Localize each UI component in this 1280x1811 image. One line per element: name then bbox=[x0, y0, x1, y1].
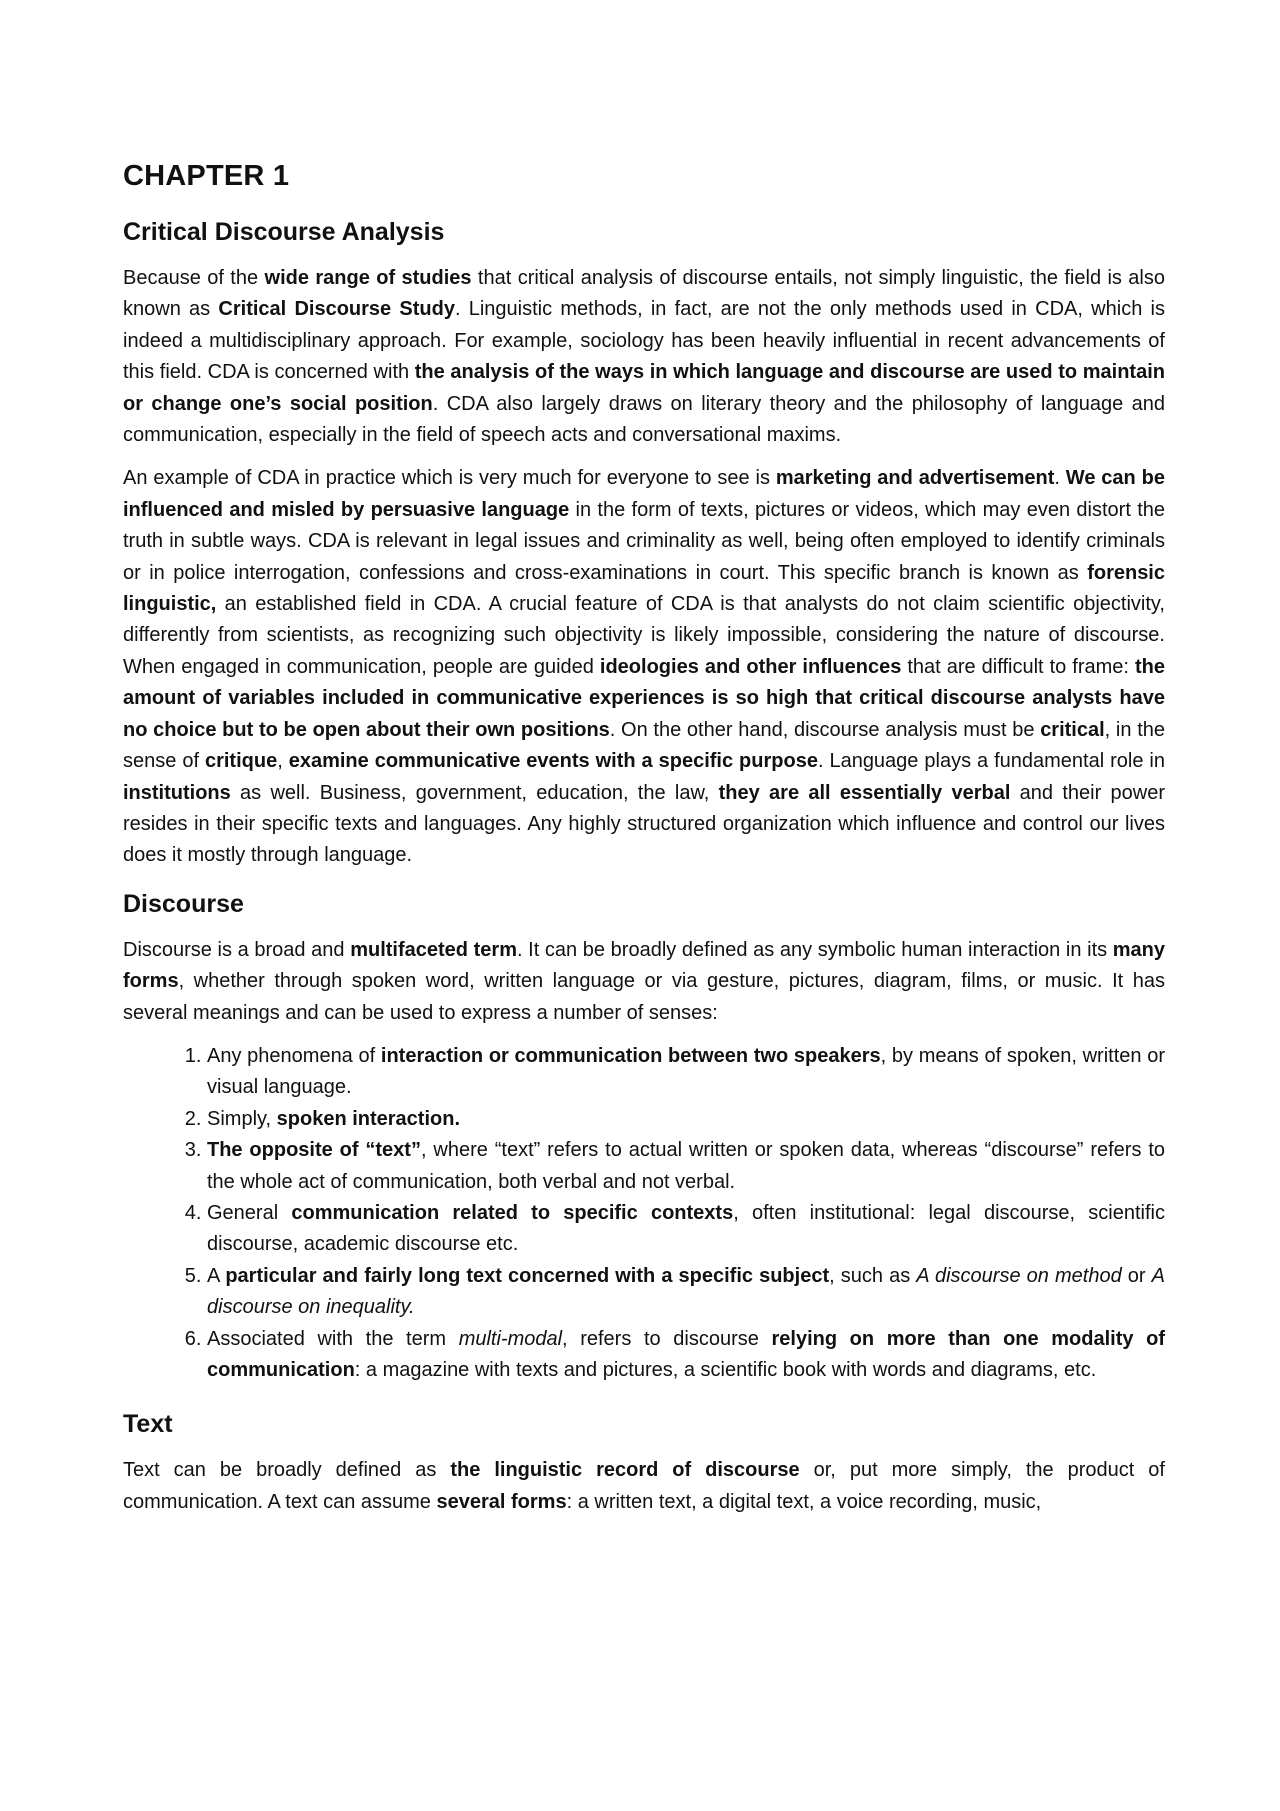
bold-text: interaction or communication between two speakers bbox=[380, 1044, 881, 1067]
text-run: : a written text, a digital text, a voice recording, music, bbox=[566, 1490, 1042, 1513]
bold-text: they are all essentially verbal bbox=[718, 781, 1011, 804]
bold-text: critical bbox=[1040, 718, 1105, 741]
text-run: , bbox=[277, 750, 289, 773]
list-item bbox=[207, 1104, 1165, 1135]
text-run: , such as bbox=[829, 1264, 917, 1287]
discourse-paragraph-1 bbox=[123, 935, 1165, 1029]
text-run: Associated with the term bbox=[207, 1327, 459, 1350]
italic-text: A discourse on inequality. bbox=[207, 1264, 1165, 1319]
bold-text: several forms bbox=[436, 1490, 567, 1513]
chapter-title: CHAPTER 1 bbox=[123, 160, 290, 192]
text-run: or, put more simply, the product of communication. A text can assume bbox=[123, 1459, 1165, 1513]
bold-text: forensic linguistic, bbox=[123, 561, 1165, 616]
text-run: that are difficult to frame: bbox=[901, 655, 1135, 678]
bold-text: the analysis of the ways in which language and discourse are used to maintain or change one’s social position bbox=[123, 361, 1165, 415]
bold-text: communication related to specific contexts bbox=[291, 1201, 734, 1224]
text-run: . On the other hand, discourse analysis must be bbox=[609, 718, 1041, 741]
text-run: , whether through spoken word, written language or via gesture, pictures, diagram, films, or music. It has several meanings and can be used to express a number of senses: bbox=[123, 970, 1165, 1024]
text-run: Any phenomena of bbox=[207, 1044, 381, 1067]
bold-text: the linguistic record of discourse bbox=[450, 1459, 800, 1482]
text-run: , by means of spoken, written or visual language. bbox=[207, 1044, 1166, 1099]
bold-text: critique bbox=[204, 750, 278, 773]
text-run: , in the sense of bbox=[123, 718, 1165, 773]
italic-text: A discourse on method bbox=[916, 1264, 1122, 1287]
text-run: Discourse is a broad and bbox=[123, 938, 351, 961]
text-run: . Linguistic methods, in fact, are not the only methods used in CDA, which is indeed a multidisciplinary approach. For example, sociology has been heavily influential in recent advancements of this field. CDA is concerned with bbox=[123, 298, 1165, 384]
list-item bbox=[207, 1261, 1165, 1324]
bold-text: marketing and advertisement bbox=[775, 467, 1055, 490]
text-run: as well. Business, government, education, the law, bbox=[230, 781, 719, 804]
text-run: an established field in CDA. A crucial feature of CDA is that analysts do not claim scientific objectivity, differently from scientists, as recognizing such objectivity is likely impossible, considering the nature of discourse. When engaged in communication, people are guided bbox=[123, 593, 1165, 678]
text-run: , often institutional: legal discourse, scientific discourse, academic discourse etc. bbox=[207, 1201, 1165, 1256]
text-run: , refers to discourse bbox=[562, 1327, 772, 1350]
text-run: Text can be broadly defined as bbox=[123, 1459, 451, 1482]
bold-text: multifaceted term bbox=[350, 938, 517, 961]
bold-text: institutions bbox=[123, 781, 231, 804]
bold-text: The opposite of “text” bbox=[207, 1139, 421, 1162]
text-run: or bbox=[1121, 1264, 1152, 1287]
italic-text: multi-modal bbox=[458, 1327, 563, 1350]
bold-text: the amount of variables included in communicative experiences is so high that critical discourse analysts have no choice but to be open about their own positions bbox=[123, 655, 1165, 741]
bold-text: Critical Discourse Study bbox=[218, 298, 455, 321]
list-item bbox=[207, 1324, 1165, 1387]
section-heading-text: Text bbox=[123, 1410, 173, 1439]
text-run: An example of CDA in practice which is very much for everyone to see is bbox=[123, 467, 776, 490]
bold-text: spoken interaction. bbox=[276, 1107, 461, 1130]
list-item bbox=[207, 1041, 1165, 1104]
text-run: Simply, bbox=[207, 1107, 277, 1130]
text-run: General bbox=[207, 1201, 292, 1224]
list-item bbox=[207, 1198, 1165, 1261]
text-run: Because of the bbox=[123, 267, 265, 289]
text-run: : a magazine with texts and pictures, a scientific book with words and diagrams, etc. bbox=[354, 1359, 1097, 1381]
text-run: . CDA also largely draws on literary theory and the philosophy of language and communication, especially in the field of speech acts and conversational maxims. bbox=[123, 392, 1165, 447]
bold-text: ideologies and other influences bbox=[599, 655, 902, 678]
bold-text: particular and fairly long text concerned with a specific subject bbox=[225, 1264, 830, 1287]
text-run: A bbox=[207, 1264, 226, 1287]
text-run: that critical analysis of discourse entails, not simply linguistic, the field is also known as bbox=[123, 267, 1165, 321]
text-run: and their power resides in their specific texts and languages. Any highly structured organization which influence and control our lives does it mostly through language. bbox=[123, 781, 1165, 867]
cda-paragraph-1 bbox=[123, 263, 1165, 451]
text-run: in the form of texts, pictures or videos, which may even distort the truth in subtle ways. CDA is relevant in legal issues and criminality as well, being often employed to identify criminals or in police interrogation, confessions and cross-examinations in court. This specific branch is known as bbox=[123, 498, 1166, 584]
cda-paragraph-2 bbox=[123, 463, 1165, 871]
section-heading-discourse: Discourse bbox=[123, 889, 244, 918]
text-run: . Language plays a fundamental role in bbox=[817, 750, 1165, 773]
bold-text: examine communicative events with a specific purpose bbox=[288, 750, 818, 773]
bold-text: relying on more than one modality of communication bbox=[207, 1327, 1165, 1381]
text-run: , where “text” refers to actual written or spoken data, whereas “discourse” refers to the whole act of communication, both verbal and not verbal. bbox=[207, 1139, 1166, 1193]
bold-text: We can be influenced and misled by persuasive language bbox=[123, 467, 1165, 521]
list-item bbox=[207, 1135, 1165, 1198]
section-heading-cda: Critical Discourse Analysis bbox=[123, 218, 445, 246]
bold-text: wide range of studies bbox=[264, 267, 472, 289]
text-paragraph-1 bbox=[123, 1455, 1165, 1518]
document-page bbox=[123, 158, 1165, 1530]
bold-text: many forms bbox=[123, 938, 1166, 993]
text-run: . It can be broadly defined as any symbolic human interaction in its bbox=[516, 938, 1113, 961]
discourse-senses-list bbox=[123, 1041, 1165, 1386]
text-run: . bbox=[1054, 467, 1066, 490]
